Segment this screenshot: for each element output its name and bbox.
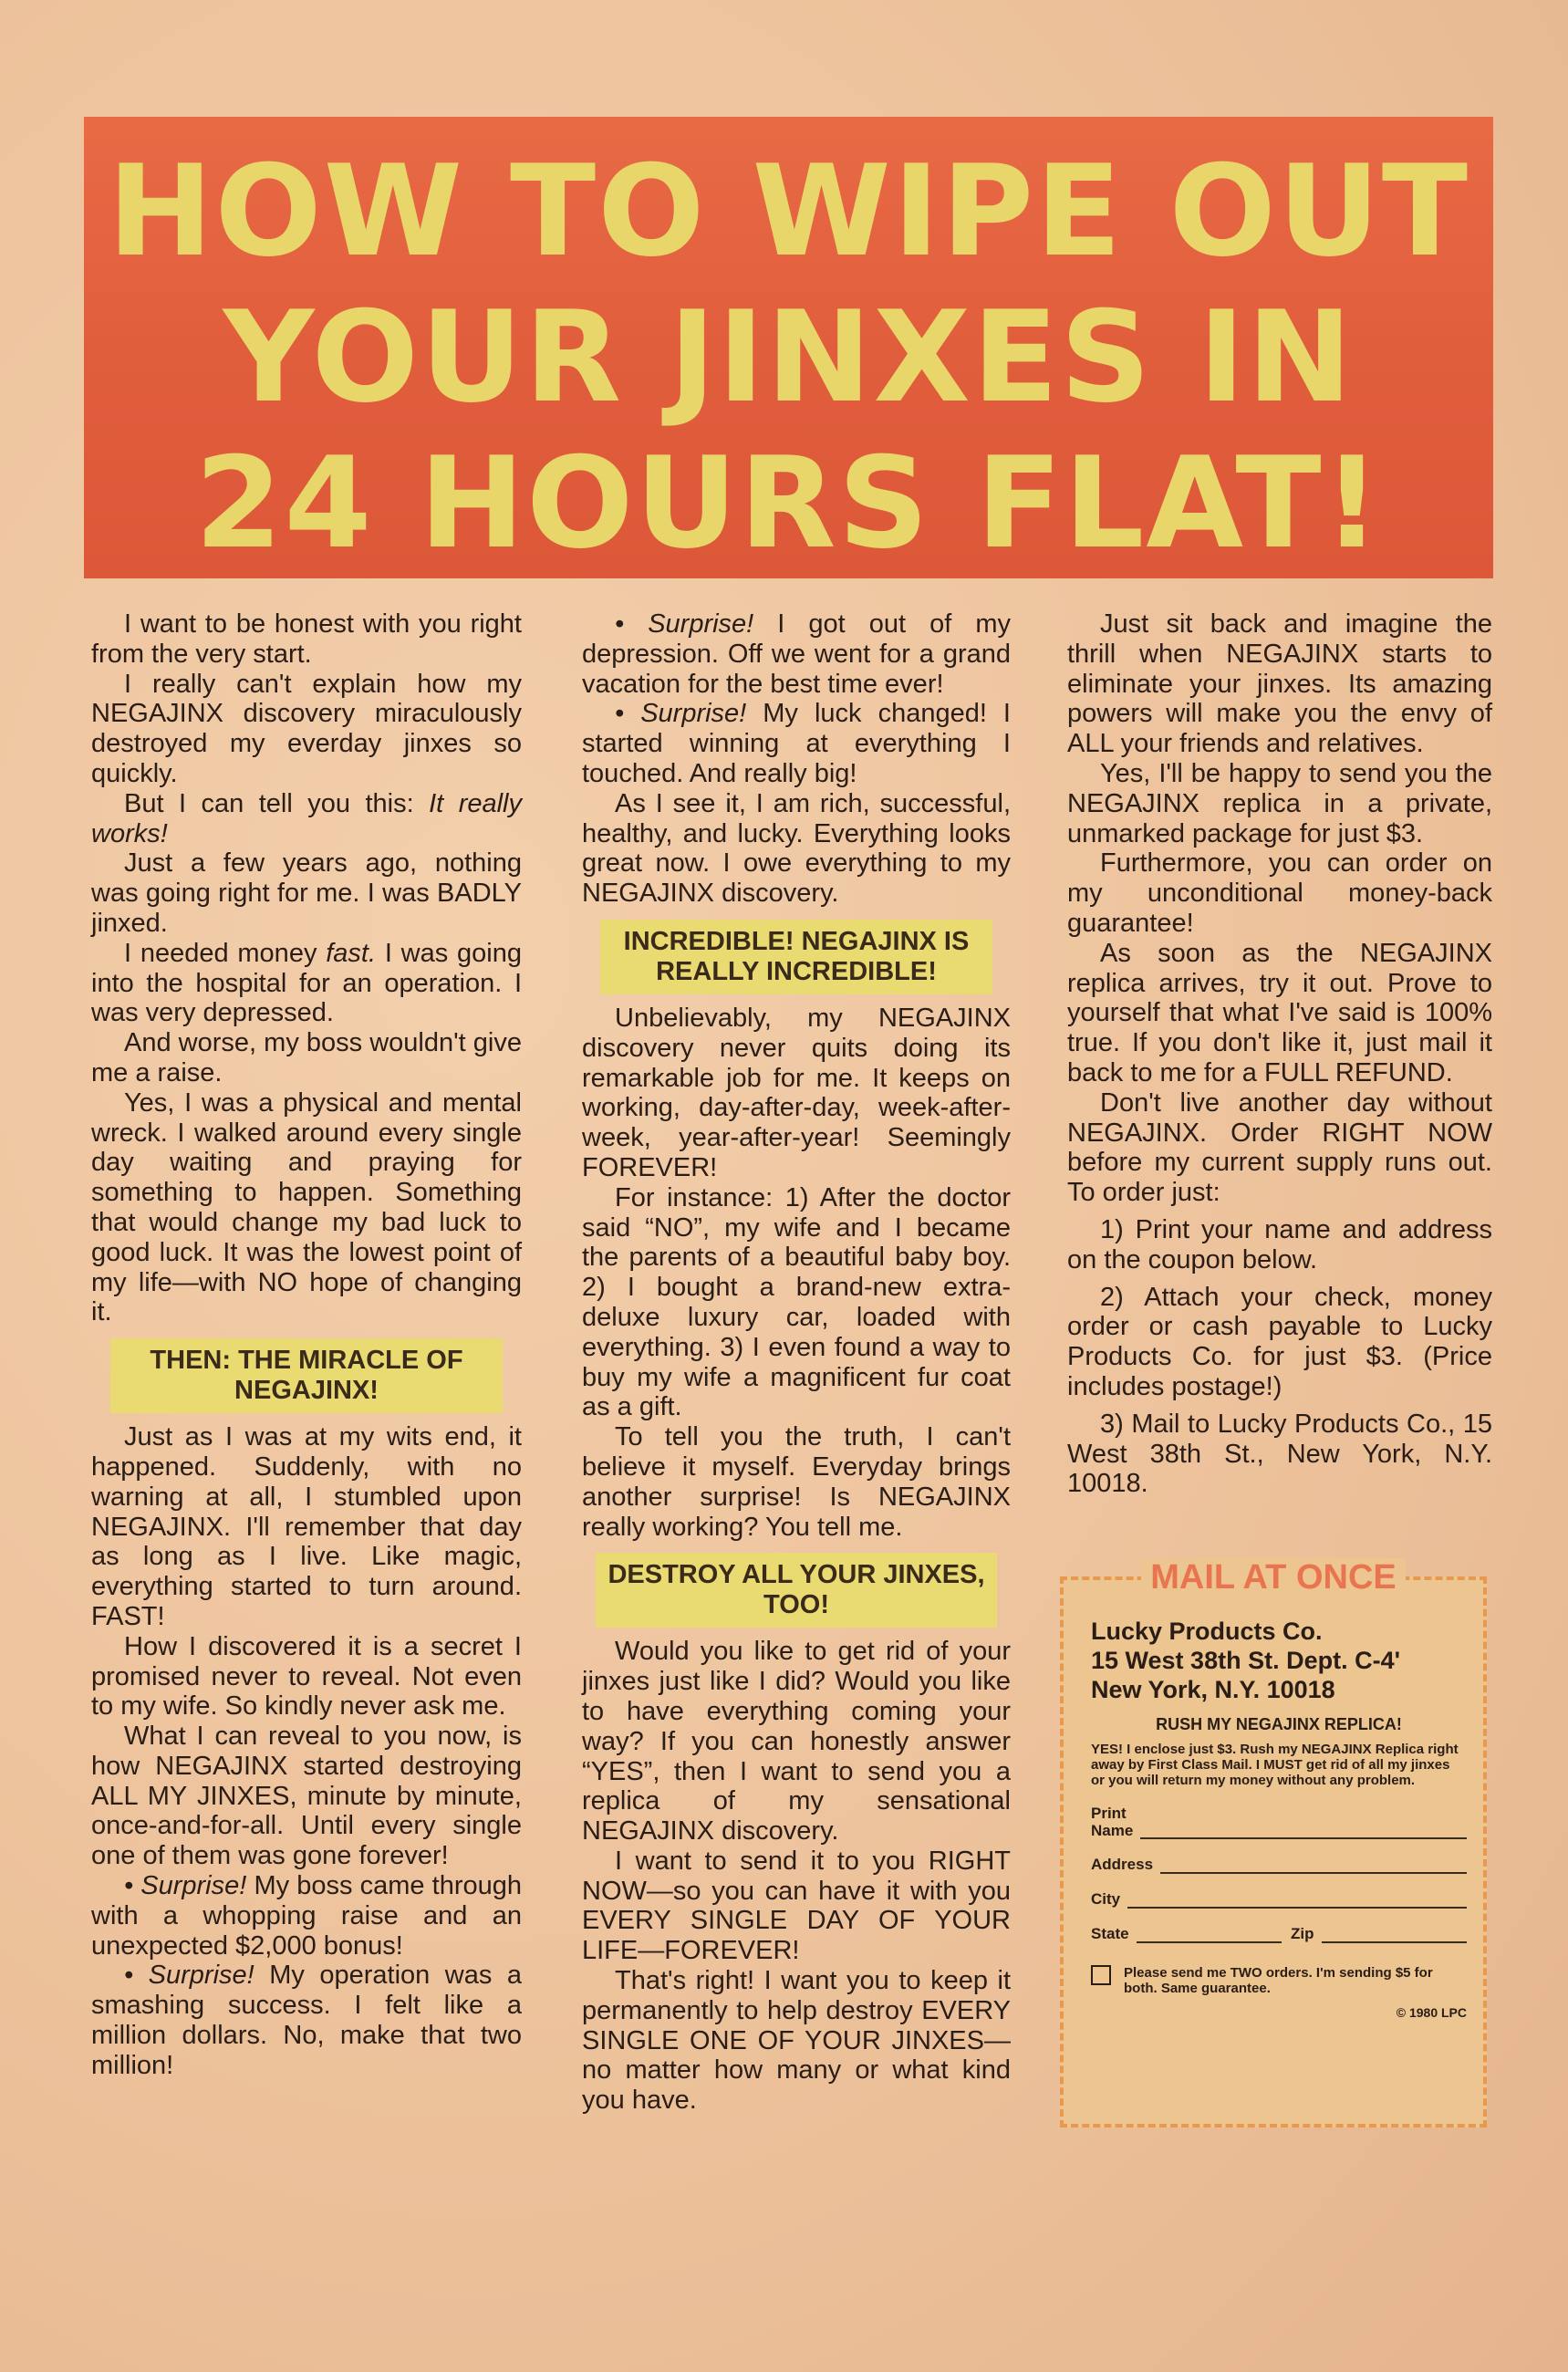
city-field[interactable] <box>1091 1890 1467 1909</box>
state-zip-field[interactable] <box>1091 1925 1467 1943</box>
paragraph: How I discovered it is a secret I promised never to reveal. Not even to my wife. So kindly never ask me. <box>91 1631 522 1722</box>
paragraph: Just sit back and imagine the thrill when NEGAJINX starts to eliminate your jinxes. Its amazing powers will make you the envy of ALL your friends and relatives. <box>1067 609 1492 759</box>
paragraph: I want to be honest with you right from the very start. <box>91 609 522 669</box>
text-run: I got out of my depression. Off we went for a grand vacation for the best time ever! <box>582 609 1011 699</box>
zip-line[interactable] <box>1322 1925 1467 1943</box>
column-1 <box>91 609 522 2081</box>
paragraph: I want to send it to you RIGHT NOW—so you can have it with you EVERY SINGLE DAY OF YOUR LIFE—FOREVER! <box>582 1846 1011 1966</box>
paragraph: That's right! I want you to keep it permanently to help destroy EVERY SINGLE ONE OF YOUR JINXES—no matter how many or what kind you have. <box>582 1966 1011 2116</box>
paragraph <box>91 939 522 1028</box>
headline-line-1: HOW TO WIPE OUT <box>107 138 1470 285</box>
coupon-yes-text: YES! I enclose just $3. Rush my NEGAJINX Replica right away by First Class Mail. I MUST get rid of all my jinxes or you will return my money without any problem. <box>1091 1742 1459 1788</box>
address-line: Lucky Products Co. <box>1091 1618 1323 1645</box>
paragraph: Furthermore, you can order on my unconditional money-back guarantee! <box>1067 848 1492 938</box>
address-field[interactable] <box>1091 1856 1467 1874</box>
paragraph: Just a few years ago, nothing was going right for me. I was BADLY jinxed. <box>91 848 522 938</box>
paragraph: Yes, I'll be happy to send you the NEGAJINX replica in a private, unmarked package for just $3. <box>1067 758 1492 848</box>
copyright: © 1980 LPC <box>1396 2005 1467 2020</box>
paragraph: 3) Mail to Lucky Products Co., 15 West 38th St., New York, N.Y. 10018. <box>1067 1409 1492 1499</box>
name-line[interactable] <box>1140 1821 1467 1839</box>
name-label <box>1091 1805 1133 1839</box>
paragraph <box>582 609 1011 699</box>
paragraph <box>91 1871 522 1961</box>
zip-label: Zip <box>1291 1925 1314 1942</box>
column-2 <box>582 609 1011 2116</box>
label-part: Name <box>1091 1822 1134 1839</box>
city-line[interactable] <box>1127 1890 1467 1909</box>
text-run: My luck changed! I started winning at everything I touched. And really big! <box>582 699 1011 788</box>
paragraph: Just as I was at my wits end, it happened. Suddenly, with no warning at all, I stumbled upon NEGAJINX. I'll remember that day as long as I live. Like magic, everything started to turn around. FAST! <box>91 1422 522 1631</box>
text-run: It really works! <box>91 788 522 848</box>
paragraph <box>91 1961 522 2080</box>
column-3 <box>1067 609 1492 1499</box>
address-line: 15 West 38th St. Dept. C-4' <box>1091 1647 1401 1674</box>
paragraph: And worse, my boss wouldn't give me a raise. <box>91 1028 522 1087</box>
name-field[interactable] <box>1091 1805 1467 1839</box>
two-orders-option[interactable] <box>1091 1965 1467 1996</box>
paragraph <box>582 699 1011 788</box>
subheading: DESTROY ALL YOUR JINXES, TOO! <box>596 1553 997 1628</box>
paragraph: Don't live another day without NEGAJINX. Order RIGHT NOW before my current supply runs out. To order just: <box>1067 1087 1492 1208</box>
paragraph: I really can't explain how my NEGAJINX discovery miraculously destroyed my everday jinxes so quickly. <box>91 669 522 788</box>
order-coupon <box>1060 1558 1487 2128</box>
text-run: • Surprise! <box>615 609 754 639</box>
two-orders-text: Please send me TWO orders. I'm sending $5 for both. Same guarantee. <box>1124 1965 1433 1996</box>
address-label: Address <box>1091 1856 1154 1873</box>
address-line-blank[interactable] <box>1160 1856 1467 1874</box>
text-run: My boss came through with a whopping raise and an unexpected $2,000 bonus! <box>91 1871 522 1961</box>
text-run: But I can tell you this: <box>124 788 430 818</box>
paragraph: As I see it, I am rich, successful, healthy, and lucky. Everything looks great now. I owe everything to my NEGAJINX discovery. <box>582 788 1011 909</box>
subheading: THEN: THE MIRACLE OF NEGAJINX! <box>110 1338 503 1413</box>
headline-banner <box>84 117 1493 578</box>
label-part: Print <box>1091 1805 1127 1822</box>
state-label: State <box>1091 1925 1129 1942</box>
text-run: • Surprise! <box>124 1871 247 1901</box>
text-run: • Surprise! <box>615 699 747 729</box>
text-run: My operation was a smashing success. I felt like a million dollars. No, make that two million! <box>91 1961 522 2080</box>
subheading: INCREDIBLE! NEGAJINX IS REALLY INCREDIBLE! <box>600 920 992 994</box>
coupon-title-text: MAIL AT ONCE <box>1141 1558 1406 1597</box>
text-run: I needed money <box>124 938 327 968</box>
paragraph: To tell you the truth, I can't believe it myself. Everyday brings another surprise! Is NEGAJINX really working? You tell me. <box>582 1422 1011 1542</box>
paragraph: Would you like to get rid of your jinxes just like I did? Would you like to have everything coming your way? If you can honestly answer “YES”, then I want to send you a replica of my sensational NEGAJINX discovery. <box>582 1637 1011 1847</box>
coupon-address <box>1091 1617 1467 1704</box>
paragraph: Unbelievably, my NEGAJINX discovery never quits doing its remarkable job for me. It keeps on working, day-after-day, week-after-week, year-after-year! Seemingly FOREVER! <box>582 1003 1011 1182</box>
paragraph: 2) Attach your check, money order or cash payable to Lucky Products Co. for just $3. (Price includes postage!) <box>1067 1282 1492 1401</box>
text-run: fast. <box>326 938 377 968</box>
checkbox[interactable] <box>1091 1965 1111 1985</box>
paragraph: 1) Print your name and address on the coupon below. <box>1067 1214 1492 1274</box>
address-line: New York, N.Y. 10018 <box>1091 1676 1335 1703</box>
paragraph <box>91 789 522 849</box>
text-run: • Surprise! <box>124 1961 254 1991</box>
rush-heading: RUSH MY NEGAJINX REPLICA! <box>1156 1715 1402 1733</box>
coupon-title <box>1064 1558 1483 1597</box>
headline-line-2: YOUR JINXES IN <box>223 284 1355 431</box>
state-line[interactable] <box>1137 1925 1282 1943</box>
city-label: City <box>1091 1890 1121 1908</box>
paragraph: What I can reveal to you now, is how NEGAJINX started destroying ALL MY JINXES, minute by minute, once-and-for-all. Until every single one of them was gone forever! <box>91 1722 522 1871</box>
paragraph: As soon as the NEGAJINX replica arrives, try it out. Prove to yourself that what I've said is 100% true. If you don't like it, just mail it back to me for a FULL REFUND. <box>1067 938 1492 1087</box>
text-run: I was going into the hospital for an operation. I was very depressed. <box>91 938 522 1028</box>
headline-line-3: 24 HOURS FLAT! <box>194 430 1383 577</box>
paragraph: For instance: 1) After the doctor said “NO”, my wife and I became the parents of a beautiful baby boy. 2) I bought a brand-new extra-deluxe luxury car, loaded with everything. 3) I even found a way to buy my wife a magnificent fur coat as a gift. <box>582 1182 1011 1422</box>
paragraph: Yes, I was a physical and mental wreck. I walked around every single day waiting and praying for something to happen. Something that would change my bad luck to good luck. It was the lowest point of my life—with NO hope of changing it. <box>91 1087 522 1327</box>
